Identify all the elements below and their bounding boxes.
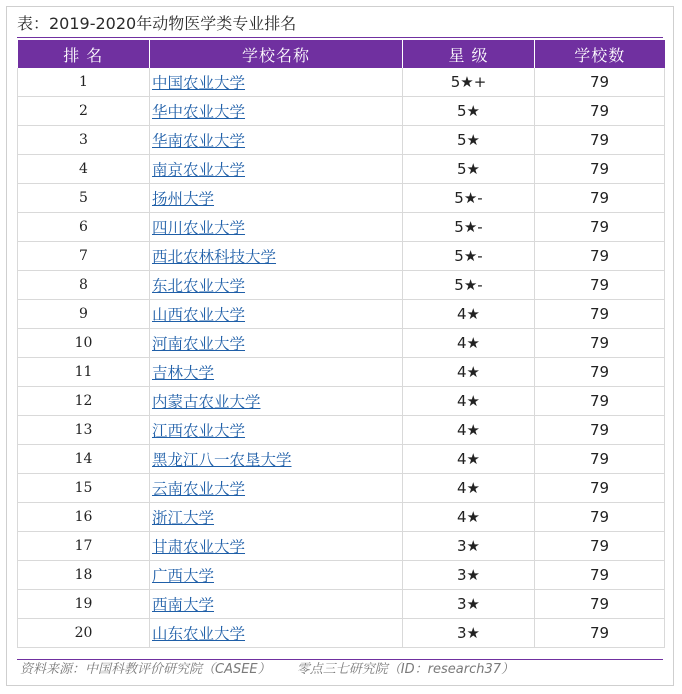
rank-cell: 7: [18, 242, 150, 271]
school-count-cell: 79: [535, 155, 665, 184]
school-cell: [150, 387, 403, 416]
school-cell: [150, 329, 403, 358]
star-rating-cell: 5★: [403, 126, 535, 155]
school-count-cell: 79: [535, 97, 665, 126]
rank-cell: 2: [18, 97, 150, 126]
school-count-cell: 79: [535, 561, 665, 590]
rank-cell: 1: [18, 68, 150, 97]
school-link[interactable]: 南京农业大学: [152, 161, 246, 179]
rank-cell: 18: [18, 561, 150, 590]
header-count: 学校数: [535, 40, 665, 68]
table-row: [18, 184, 665, 213]
header-stars: 星 级: [403, 40, 535, 68]
school-cell: [150, 155, 403, 184]
school-cell: [150, 532, 403, 561]
school-link[interactable]: 黑龙江八一农垦大学: [152, 451, 292, 469]
star-rating-cell: 4★: [403, 503, 535, 532]
star-rating-cell: 3★: [403, 561, 535, 590]
table-row: [18, 561, 665, 590]
table-row: [18, 213, 665, 242]
school-cell: [150, 416, 403, 445]
star-rating-cell: 4★: [403, 329, 535, 358]
star-rating-cell: 5★-: [403, 271, 535, 300]
star-rating-cell: 4★: [403, 474, 535, 503]
school-count-cell: 79: [535, 184, 665, 213]
star-rating-cell: 5★+: [403, 68, 535, 97]
school-link[interactable]: 云南农业大学: [152, 480, 246, 498]
school-link[interactable]: 山西农业大学: [152, 306, 246, 324]
school-link[interactable]: 扬州大学: [152, 190, 215, 208]
rank-cell: 5: [18, 184, 150, 213]
school-cell: [150, 242, 403, 271]
school-count-cell: 79: [535, 271, 665, 300]
star-rating-cell: 5★: [403, 97, 535, 126]
rank-cell: 12: [18, 387, 150, 416]
table-row: [18, 271, 665, 300]
school-cell: [150, 184, 403, 213]
star-rating-cell: 5★-: [403, 242, 535, 271]
rank-cell: 13: [18, 416, 150, 445]
table-row: [18, 68, 665, 97]
school-link[interactable]: 西北农林科技大学: [152, 248, 277, 266]
school-count-cell: 79: [535, 68, 665, 97]
school-cell: [150, 590, 403, 619]
ranking-table: [17, 40, 665, 648]
table-row: [18, 503, 665, 532]
footer-divider: [17, 659, 663, 660]
rank-cell: 8: [18, 271, 150, 300]
school-count-cell: 79: [535, 329, 665, 358]
table-row: [18, 416, 665, 445]
table-row: [18, 242, 665, 271]
table-row: [18, 155, 665, 184]
school-count-cell: 79: [535, 532, 665, 561]
star-rating-cell: 4★: [403, 387, 535, 416]
school-link[interactable]: 甘肃农业大学: [152, 538, 246, 556]
school-count-cell: 79: [535, 590, 665, 619]
title-divider: [17, 37, 663, 38]
rank-cell: 16: [18, 503, 150, 532]
header-rank: 排 名: [18, 40, 150, 68]
school-cell: [150, 474, 403, 503]
school-cell: [150, 300, 403, 329]
table-title: 表：2019-2020年动物医学类专业排名: [17, 14, 297, 33]
star-rating-cell: 5★-: [403, 213, 535, 242]
table-row: [18, 532, 665, 561]
school-link[interactable]: 中国农业大学: [152, 74, 246, 92]
school-cell: [150, 619, 403, 648]
school-link[interactable]: 西南大学: [152, 596, 215, 614]
school-count-cell: 79: [535, 213, 665, 242]
school-count-cell: 79: [535, 126, 665, 155]
school-count-cell: 79: [535, 242, 665, 271]
school-link[interactable]: 东北农业大学: [152, 277, 246, 295]
table-row: [18, 474, 665, 503]
star-rating-cell: 4★: [403, 416, 535, 445]
table-row: [18, 300, 665, 329]
table-row: [18, 619, 665, 648]
school-cell: [150, 503, 403, 532]
school-link[interactable]: 江西农业大学: [152, 422, 246, 440]
star-rating-cell: 4★: [403, 300, 535, 329]
rank-cell: 4: [18, 155, 150, 184]
table-row: [18, 358, 665, 387]
school-count-cell: 79: [535, 619, 665, 648]
table-row: [18, 387, 665, 416]
star-rating-cell: 4★: [403, 358, 535, 387]
school-link[interactable]: 山东农业大学: [152, 625, 246, 643]
school-link[interactable]: 内蒙古农业大学: [152, 393, 261, 411]
school-link[interactable]: 河南农业大学: [152, 335, 246, 353]
rank-cell: 3: [18, 126, 150, 155]
school-cell: [150, 358, 403, 387]
table-row: [18, 329, 665, 358]
star-rating-cell: 3★: [403, 619, 535, 648]
star-rating-cell: 4★: [403, 445, 535, 474]
credit-note: 零点三七研究院（ID：research37）: [296, 662, 514, 677]
table-row: [18, 445, 665, 474]
star-rating-cell: 5★: [403, 155, 535, 184]
school-count-cell: 79: [535, 387, 665, 416]
star-rating-cell: 3★: [403, 590, 535, 619]
rank-cell: 14: [18, 445, 150, 474]
school-link[interactable]: 华中农业大学: [152, 103, 246, 121]
school-cell: [150, 271, 403, 300]
star-rating-cell: 5★-: [403, 184, 535, 213]
school-link[interactable]: 浙江大学: [152, 509, 215, 527]
school-link[interactable]: 吉林大学: [152, 364, 215, 382]
rank-cell: 20: [18, 619, 150, 648]
ranking-body: [18, 68, 665, 648]
school-count-cell: 79: [535, 416, 665, 445]
rank-cell: 17: [18, 532, 150, 561]
table-row: [18, 590, 665, 619]
rank-cell: 19: [18, 590, 150, 619]
table-row: [18, 126, 665, 155]
school-count-cell: 79: [535, 503, 665, 532]
school-count-cell: 79: [535, 445, 665, 474]
school-count-cell: 79: [535, 474, 665, 503]
school-cell: [150, 97, 403, 126]
school-count-cell: 79: [535, 300, 665, 329]
school-cell: [150, 68, 403, 97]
rank-cell: 11: [18, 358, 150, 387]
rank-cell: 10: [18, 329, 150, 358]
header-school: 学校名称: [150, 40, 403, 68]
school-cell: [150, 213, 403, 242]
school-link[interactable]: 四川农业大学: [152, 219, 246, 237]
school-cell: [150, 126, 403, 155]
school-cell: [150, 561, 403, 590]
rank-cell: 15: [18, 474, 150, 503]
table-row: [18, 97, 665, 126]
source-note: 资料来源：中国科教评价研究院（CASEE）: [20, 662, 271, 677]
school-count-cell: 79: [535, 358, 665, 387]
school-link[interactable]: 华南农业大学: [152, 132, 246, 150]
star-rating-cell: 3★: [403, 532, 535, 561]
rank-cell: 9: [18, 300, 150, 329]
school-cell: [150, 445, 403, 474]
footer: [20, 661, 514, 679]
school-link[interactable]: 广西大学: [152, 567, 215, 585]
header-row: [18, 40, 665, 68]
rank-cell: 6: [18, 213, 150, 242]
